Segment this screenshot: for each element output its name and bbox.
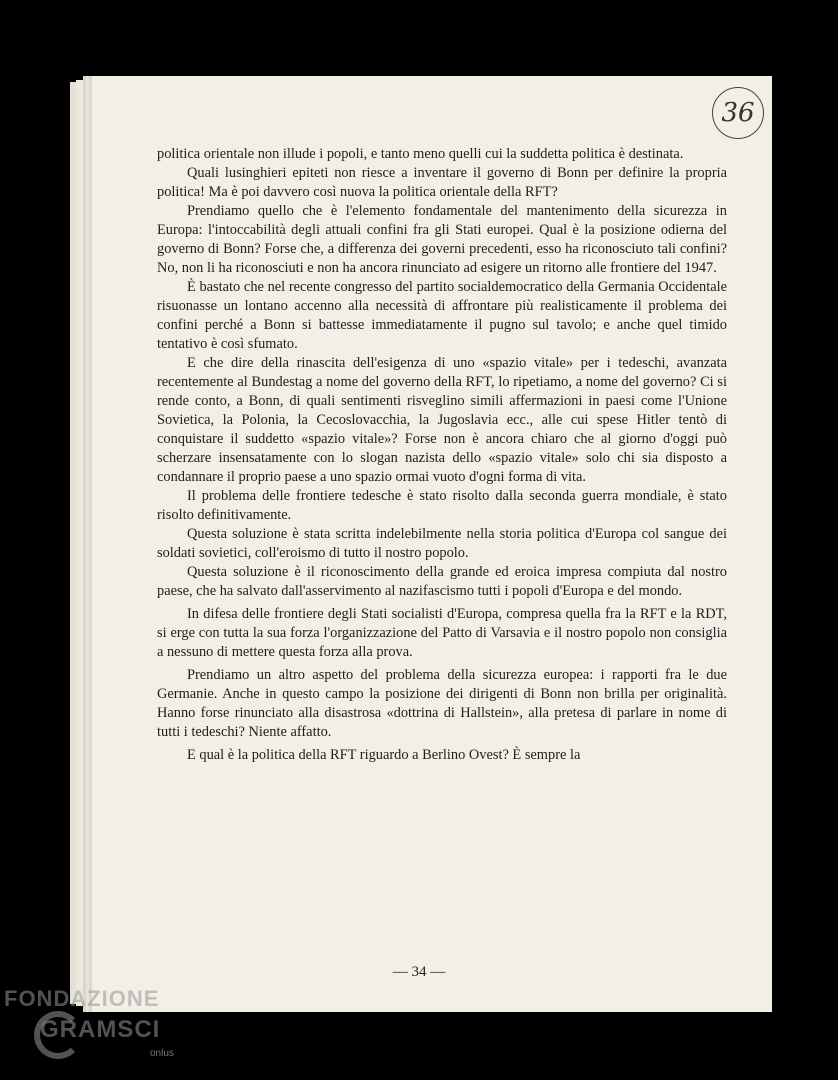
- paragraph: E qual è la politica della RFT riguardo a Berlino Ovest? È sempre la: [187, 747, 581, 763]
- paragraph: politica orientale non illude i popoli, e tanto meno quelli cui la suddetta politica è destinata.: [157, 146, 684, 162]
- document-body: [157, 145, 727, 765]
- page-number: — 34 —: [392, 964, 446, 980]
- watermark-line3: onlus: [150, 1048, 174, 1059]
- paragraph: In difesa delle frontiere degli Stati socialisti d'Europa, compresa quella fra la RFT e la RDT, si erge con tutta la sua forza l'organizzazione del Patto di Varsavia e il nostro popolo non consiglia a nessuno di mettere questa forza alla prova.: [157, 606, 727, 660]
- paragraph: Prendiamo quello che è l'elemento fondamentale del mantenimento della sicurezza in Europa: l'intoccabilità degli attuali confini fra gli Stati europei. Qual è la posizione odierna del governo di Bonn? Forse che, a differenza dei governi precedenti, esso ha riconosciuto tali confini? No, non li ha riconosciuti e non ha ancora rinunciato ad esigere un ritorno alle frontiere del 1947.: [157, 203, 727, 276]
- paragraph: È bastato che nel recente congresso del partito socialdemocratico della Germania Occidentale risuonasse un lontano accenno alla necessità di affrontare più realisticamente il problema dei confini perché a Bonn si battesse immediatamente il pugno sul tavolo; e anche quel timido tentativo è così sfumato.: [157, 279, 727, 352]
- paragraph: E che dire della rinascita dell'esigenza di uno «spazio vitale» per i tedeschi, avanzata recentemente al Bundestag a nome del governo della RFT, lo ripetiamo, a nome del governo? Ci si rende conto, a Bonn, di quali sentimenti risveglino simili affermazioni in paesi come l'Unione Sovietica, la Polonia, la Cecoslovacchia, la Jugoslavia ecc., alle cui spese Hitler tentò di conquistare il suddetto «spazio vitale»? Forse non è ancora chiaro che al giorno d'oggi può scherzare insensatamente con lo slogan nazista dello «spazio vitale» solo chi sia disposto a condannare il proprio paese a uno spazio ormai vuoto d'ogni forma di vita.: [157, 355, 727, 485]
- watermark-logo: [4, 986, 174, 1059]
- paragraph: Il problema delle frontiere tedesche è stato risolto dalla seconda guerra mondiale, è stato risolto definitivamente.: [157, 488, 727, 523]
- paragraph: Quali lusinghieri epiteti non riesce a inventare il governo di Bonn per definire la propria politica! Ma è poi davvero così nuova la politica orientale della RFT?: [157, 165, 727, 200]
- watermark-line1: FONDAZIONE: [4, 986, 160, 1011]
- handwritten-page-marker: 36: [712, 87, 764, 139]
- paragraph: Questa soluzione è stata scritta indelebilmente nella storia politica d'Europa col sangue dei soldati sovietici, coll'eroismo di tutto il nostro popolo.: [157, 526, 727, 561]
- paragraph: Prendiamo un altro aspetto del problema della sicurezza europea: i rapporti fra le due Germanie. Anche in questo campo la posizione dei dirigenti di Bonn non brilla per originalità. Hanno forse rinunciato alla disastrosa «dottrina di Hallstein», alla pretesa di parlare in nome di tutti i tedeschi? Niente affatto.: [157, 667, 727, 740]
- watermark-line2: GRAMSCI: [40, 1016, 161, 1043]
- paragraph: Questa soluzione è il riconoscimento della grande ed eroica impresa compiuta dal nostro paese, che ha salvato dall'asservimento al nazifascismo tutti i popoli d'Europa e del mondo.: [157, 564, 727, 599]
